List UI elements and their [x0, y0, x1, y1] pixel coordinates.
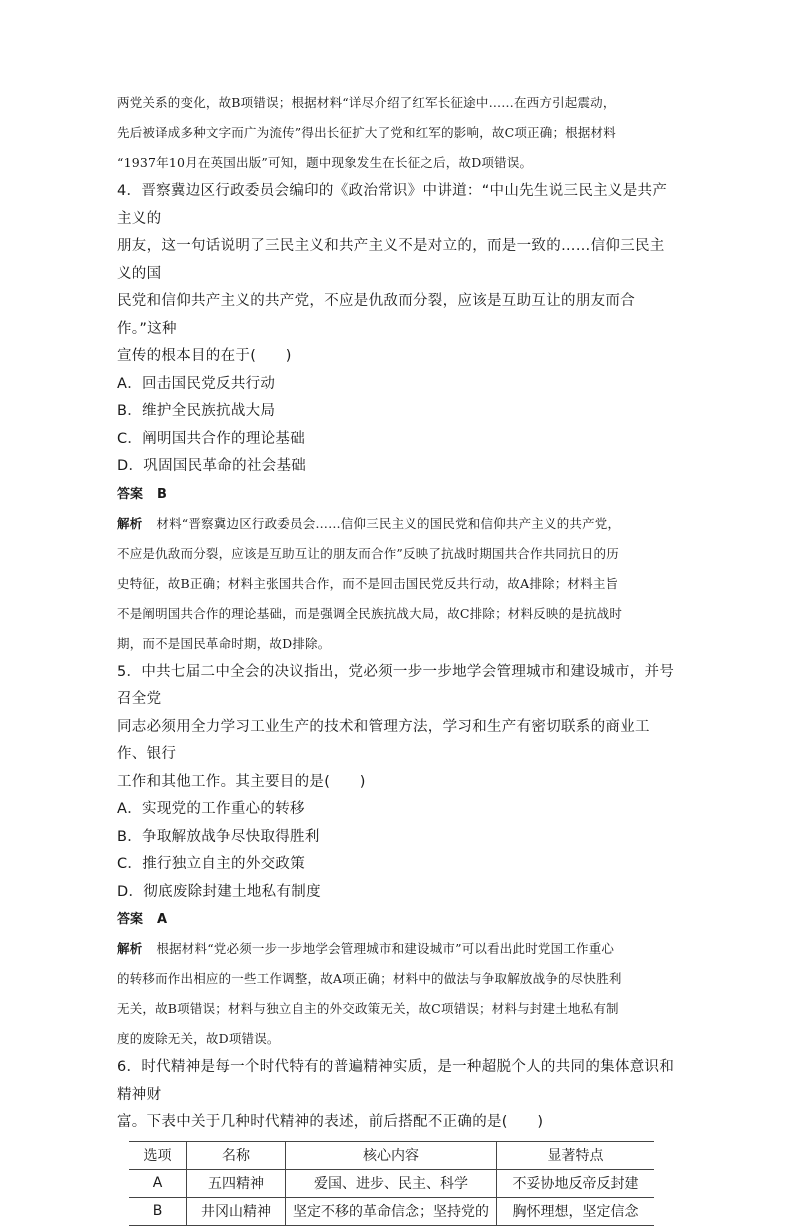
question-5 [117, 659, 679, 1055]
explanation-line: 的转移而作出相应的一些工作调整，故A项正确；材料中的做法与争取解放战争的尽快胜利 [117, 971, 622, 986]
explanation-label: 解析 [117, 515, 143, 531]
answer-value: A [157, 912, 168, 927]
answer-label: 答案 [117, 912, 144, 927]
table-row [129, 1169, 654, 1197]
explanation-line: 先后被译成多种文字而广为流传”得出长征扩大了党和红军的影响，故C项正确；根据材料 [117, 125, 616, 140]
table-cell: 坚定不移的革命信念；坚持党的 [286, 1197, 497, 1225]
table-cell: B [129, 1197, 187, 1225]
table-header: 选项 [129, 1141, 187, 1169]
explanation-line: 史特征，故B正确；材料主张国共合作，而不是回击国民党反共行动，故A排除；材料主旨 [117, 575, 619, 591]
explanation-line: “1937年10月在英国出版”可知，题中现象发生在长征之后，故D项错误。 [117, 155, 533, 170]
explanation [117, 509, 679, 659]
prev-explanation [117, 88, 679, 178]
table-row [129, 1197, 654, 1225]
stem-line: 4．晋察冀边区行政委员会编印的《政治常识》中讲道：“中山先生说三民主义是共产主义的 [117, 183, 668, 227]
explanation-label: 解析 [117, 941, 143, 956]
question-stem [117, 659, 679, 797]
question-4 [117, 178, 679, 659]
explanation-line: 不是阐明国共合作的理论基础，而是强调全民族抗战大局，故C排除；材料反映的是抗战时 [117, 605, 623, 621]
question-6 [117, 1054, 679, 1226]
answer-value: B [157, 486, 167, 502]
explanation-line: 不应是仇敌而分裂，应该是互助互让的朋友而合作”反映了抗战时期国共合作共同抗日的历 [117, 545, 619, 561]
explanation [117, 934, 679, 1054]
stem-line: 工作和其他工作。其主要目的是( ) [117, 773, 366, 790]
document-page [117, 88, 679, 1226]
answer-label: 答案 [117, 486, 144, 502]
table-cell: A [129, 1169, 187, 1197]
stem-line: 朋友，这一句话说明了三民主义和共产主义不是对立的，而是一致的……信仰三民主义的国 [117, 238, 665, 282]
explanation-line: 期，而不是国民革命时期，故D排除。 [117, 635, 331, 651]
table-header: 显著特点 [497, 1141, 655, 1169]
stem-line: 6．时代精神是每一个时代特有的普遍精神实质，是一种超脱个人的共同的集体意识和精神财 [117, 1059, 675, 1103]
option-a: A．回击国民党反共行动 [117, 375, 276, 392]
explanation-line: 度的废除无关，故D项错误。 [117, 1031, 280, 1046]
option-c: C．推行独立自主的外交政策 [117, 856, 306, 872]
table-cell: 不妥协地反帝反封建 [497, 1169, 655, 1197]
question-stem [117, 1054, 679, 1137]
answer-line [117, 481, 679, 509]
option-c: C．阐明国共合作的理论基础 [117, 430, 306, 447]
table-header-row [129, 1141, 654, 1169]
stem-line: 同志必须用全力学习工业生产的技术和管理方法，学习和生产有密切联系的商业工作、银行 [117, 718, 650, 762]
option-d: D．彻底废除封建土地私有制度 [117, 883, 321, 900]
explanation-line: 解析 根据材料“党必须一步一步地学会管理城市和建设城市”可以看出此时党国工作重心 [117, 941, 615, 956]
option-d: D．巩固国民革命的社会基础 [117, 458, 307, 474]
answer-line [117, 906, 679, 934]
explanation-line: 解析 材料“晋察冀边区行政委员会……信仰三民主义的国民党和信仰共产主义的共产党， [117, 515, 621, 531]
option-b: B．争取解放战争尽快取得胜利 [117, 828, 320, 845]
table-cell: 五四精神 [187, 1169, 286, 1197]
stem-line: 民党和信仰共产主义的共产党，不应是仇敌而分裂，应该是互助互让的朋友而合作。”这种 [117, 293, 635, 337]
stem-line: 宣传的根本目的在于( ) [117, 348, 292, 364]
stem-line: 5．中共七届二中全会的决议指出，党必须一步一步地学会管理城市和建设城市，并号召全党 [117, 663, 675, 707]
explanation-line: 两党关系的变化，故B项错误；根据材料“详尽介绍了红军长征途中……在西方引起震动， [117, 95, 616, 110]
table-cell: 井冈山精神 [187, 1197, 286, 1225]
table-header: 核心内容 [286, 1141, 497, 1169]
table-header: 名称 [187, 1141, 286, 1169]
option-a: A．实现党的工作重心的转移 [117, 801, 305, 817]
explanation-line: 无关，故B项错误；材料与独立自主的外交政策无关，故C项错误；材料与封建土地私有制 [117, 1001, 619, 1016]
stem-line: 富。下表中关于几种时代精神的表述，前后搭配不正确的是( ) [117, 1114, 544, 1130]
option-b: B．维护全民族抗战大局 [117, 403, 276, 419]
table-cell: 爱国、进步、民主、科学 [286, 1169, 497, 1197]
spirit-table [129, 1141, 654, 1226]
table-cell: 胸怀理想，坚定信念 [497, 1197, 655, 1225]
question-stem [117, 178, 679, 371]
